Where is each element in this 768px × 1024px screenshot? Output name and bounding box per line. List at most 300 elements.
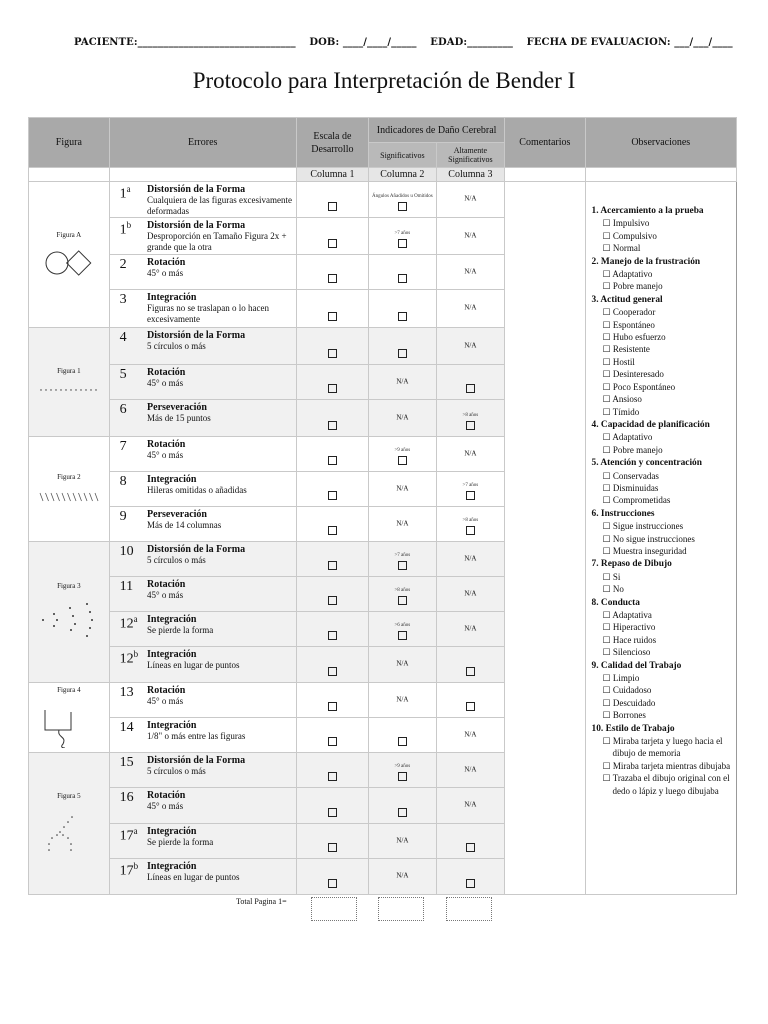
- error-description: [145, 255, 296, 290]
- paciente-field[interactable]: PACIENTE:_______________________________: [74, 37, 296, 48]
- columna-1-cell[interactable]: [296, 365, 368, 400]
- error-description: [145, 290, 296, 328]
- error-detail: Hileras omitidas o añadidas: [147, 485, 247, 495]
- observacion-option[interactable]: ☐ Borrones: [602, 710, 646, 721]
- observacion-option[interactable]: ☐ No sigue instrucciones: [602, 533, 695, 544]
- columna-2-cell[interactable]: [369, 290, 437, 328]
- observacion-option[interactable]: ☐ Desinteresado: [602, 369, 664, 380]
- error-number: 2: [109, 255, 145, 290]
- header-significativos: Significativos: [369, 143, 437, 168]
- figura-5-drawing: [37, 810, 101, 854]
- error-number: 17$^b$: [109, 859, 145, 895]
- columna-2-checkbox[interactable]: [398, 274, 407, 283]
- figura-label: Figura 2: [57, 473, 81, 481]
- columna-3-na: N/A: [464, 729, 477, 738]
- error-title: Integración: [147, 614, 197, 625]
- columna-2-cell[interactable]: [369, 577, 437, 612]
- columna-1-checkbox[interactable]: [328, 349, 337, 358]
- error-detail: Cualquiera de las figuras excesivamente deformadas: [147, 195, 292, 216]
- columna-2-cell[interactable]: [369, 788, 437, 824]
- observacion-section: [592, 722, 736, 797]
- age-note: >7 años: [394, 231, 411, 236]
- bender-protocol-table: [28, 117, 737, 895]
- error-title: Rotación: [147, 257, 186, 268]
- error-number: 1$^b$: [109, 218, 145, 255]
- header-altamente: Altamente Significativos: [436, 143, 505, 168]
- observacion-option[interactable]: ☐ Cuidadoso: [602, 685, 652, 696]
- age-note: >9 años: [394, 448, 411, 453]
- header-comentarios: Comentarios: [505, 118, 585, 168]
- columna-1-cell[interactable]: [296, 612, 368, 647]
- columna-1-checkbox[interactable]: [328, 312, 337, 321]
- error-description: [145, 472, 296, 507]
- figura-cell: [29, 542, 110, 683]
- error-number: 7: [109, 437, 145, 472]
- dob-field[interactable]: DOB: ____/____/_____: [309, 37, 417, 48]
- columna-3-cell: [436, 753, 505, 788]
- error-detail: Se pierde la forma: [147, 625, 214, 635]
- error-description: [145, 542, 296, 577]
- columna-1-checkbox[interactable]: [328, 631, 337, 640]
- error-description: [145, 218, 296, 255]
- columna-1-cell[interactable]: [296, 647, 368, 683]
- age-note: >7 años: [394, 553, 411, 558]
- observacion-option[interactable]: ☐ Adaptativo: [602, 432, 653, 443]
- columna-3-checkbox[interactable]: [466, 879, 475, 888]
- columna-3-checkbox[interactable]: [466, 843, 475, 852]
- error-number: 12$^a$: [109, 612, 145, 647]
- error-title: Rotación: [147, 367, 186, 378]
- page-title: Protocolo para Interpretación de Bender I: [192, 68, 576, 93]
- observacion-option[interactable]: ☐ Trazaba el dibujo original con el dedo o lápiz y luego dibujaba: [602, 773, 730, 796]
- error-detail: 45° o más: [147, 696, 184, 706]
- columna-3-na: N/A: [464, 266, 477, 275]
- error-detail: 45° o más: [147, 450, 184, 460]
- columna-2-cell[interactable]: [369, 255, 437, 290]
- observacion-section: [592, 557, 736, 595]
- error-description: [145, 647, 296, 683]
- columna-2-cell[interactable]: [369, 542, 437, 577]
- columna-3-cell: [436, 218, 505, 255]
- columna-2-na: N/A: [396, 376, 409, 385]
- columna-2-checkbox[interactable]: [398, 312, 407, 321]
- error-number: 6: [109, 400, 145, 437]
- observacion-option[interactable]: ☐ Hubo esfuerzo: [602, 332, 666, 343]
- columna-2-na: N/A: [396, 835, 409, 844]
- columna-2-checkbox[interactable]: [398, 596, 407, 605]
- columna-1-label: Columna 1: [296, 168, 368, 182]
- columna-3-cell: [436, 255, 505, 290]
- observacion-option[interactable]: ☐ Adaptativa: [602, 610, 652, 620]
- columna-1-cell[interactable]: [296, 400, 368, 437]
- error-description: [145, 612, 296, 647]
- error-description: [145, 400, 296, 437]
- error-detail: 5 círculos o más: [147, 766, 206, 776]
- columna-2-cell: [369, 859, 437, 895]
- columna-3-checkbox[interactable]: [466, 384, 475, 393]
- columna-1-checkbox[interactable]: [328, 456, 337, 465]
- columna-1-cell[interactable]: [296, 753, 368, 788]
- observacion-section: [592, 255, 736, 293]
- columna-1-checkbox[interactable]: [328, 667, 337, 676]
- error-title: Perseveración: [147, 509, 207, 520]
- columna-3-na: N/A: [464, 764, 477, 773]
- observacion-option[interactable]: ☐ Espontáneo: [602, 319, 655, 330]
- columna-3-na: N/A: [464, 800, 477, 809]
- columna-3-cell: [436, 328, 505, 365]
- columna-1-checkbox[interactable]: [328, 561, 337, 570]
- observacion-option[interactable]: ☐ Resistente: [602, 344, 650, 355]
- columna-1-cell[interactable]: [296, 718, 368, 753]
- columna-1-cell[interactable]: [296, 472, 368, 507]
- columna-1-cell[interactable]: [296, 182, 368, 218]
- columna-1-cell[interactable]: [296, 328, 368, 365]
- columna-2-cell[interactable]: [369, 328, 437, 365]
- error-description: [145, 577, 296, 612]
- total-box-col2[interactable]: [378, 897, 424, 921]
- header-observaciones: Observaciones: [585, 118, 736, 168]
- observacion-option[interactable]: ☐ Conservadas: [602, 470, 659, 481]
- columna-1-checkbox[interactable]: [328, 491, 337, 500]
- observacion-option[interactable]: ☐ Silencioso: [602, 647, 651, 658]
- observacion-option[interactable]: ☐ Miraba tarjeta mientras dibujaba: [602, 760, 731, 771]
- columna-3-na: N/A: [464, 340, 477, 349]
- observacion-title: 2. Manejo de la frustración: [591, 256, 701, 267]
- figura-cell: [29, 328, 110, 437]
- columna-1-checkbox[interactable]: [328, 808, 337, 817]
- error-detail: 45° o más: [147, 590, 184, 600]
- observacion-option[interactable]: ☐ Comprometidas: [602, 495, 671, 506]
- error-description: [145, 788, 296, 824]
- columna-3-cell[interactable]: [436, 472, 505, 507]
- observacion-title: 9. Calidad del Trabajo: [591, 660, 682, 671]
- columna-2-cell: [369, 472, 437, 507]
- columna-2-checkbox[interactable]: [398, 808, 407, 817]
- observacion-option[interactable]: ☐ Impulsivo: [602, 218, 650, 229]
- age-note: >8 años: [462, 518, 479, 523]
- columna-2-na: N/A: [396, 412, 409, 421]
- columna-2-na: N/A: [396, 871, 409, 880]
- columna-3-label: Columna 3: [436, 168, 505, 182]
- error-title: Rotación: [147, 790, 186, 801]
- observacion-title: 5. Atención y concentración: [591, 458, 702, 469]
- error-description: [145, 753, 296, 788]
- age-note: >8 años: [462, 413, 479, 418]
- columna-2-checkbox[interactable]: [398, 631, 407, 640]
- observacion-option[interactable]: ☐ Muestra inseguridad: [602, 545, 687, 556]
- columna-1-cell[interactable]: [296, 542, 368, 577]
- columna-3-na: N/A: [464, 303, 477, 312]
- error-number: 8: [109, 472, 145, 507]
- columna-3-checkbox[interactable]: [466, 667, 475, 676]
- observacion-option[interactable]: ☐ Hostil: [602, 356, 635, 367]
- columna-2-cell[interactable]: [369, 718, 437, 753]
- error-number: 5: [109, 365, 145, 400]
- columna-2-na: N/A: [396, 694, 409, 703]
- error-number: 13: [109, 683, 145, 718]
- observacion-section: [592, 659, 736, 722]
- observacion-option[interactable]: ☐ Disminuidas: [602, 482, 659, 493]
- columna-2-checkbox[interactable]: [398, 772, 407, 781]
- columna-1-checkbox[interactable]: [328, 526, 337, 535]
- columna-2-checkbox[interactable]: [398, 737, 407, 746]
- error-number: 17$^a$: [109, 824, 145, 859]
- columna-1-checkbox[interactable]: [328, 879, 337, 888]
- columna-2-checkbox[interactable]: [398, 456, 407, 465]
- error-detail: 45° o más: [147, 801, 184, 811]
- observacion-option[interactable]: ☐ Pobre manejo: [602, 281, 663, 292]
- error-title: Perseveración: [147, 402, 207, 413]
- columna-1-checkbox[interactable]: [328, 202, 337, 211]
- observacion-section: [592, 418, 736, 456]
- observacion-title: 3. Actitud general: [591, 294, 663, 305]
- columna-3-cell[interactable]: [436, 400, 505, 437]
- observacion-title: 1. Acercamiento a la prueba: [591, 206, 704, 216]
- columna-3-checkbox[interactable]: [466, 526, 475, 535]
- header-errores: Errores: [109, 118, 296, 168]
- columna-2-label: Columna 2: [369, 168, 437, 182]
- observacion-option[interactable]: ☐ Cooperador: [602, 307, 656, 318]
- columna-3-cell[interactable]: [436, 859, 505, 895]
- columna-3-cell: [436, 437, 505, 472]
- columna-2-cell[interactable]: [369, 437, 437, 472]
- observacion-option[interactable]: ☐ Poco Espontáneo: [602, 381, 676, 392]
- header-indicadores: Indicadores de Daño Cerebral: [369, 118, 505, 143]
- columna-3-checkbox[interactable]: [466, 421, 475, 430]
- error-title: Rotación: [147, 685, 186, 696]
- columna-1-cell[interactable]: [296, 788, 368, 824]
- columna-1-cell[interactable]: [296, 437, 368, 472]
- observacion-option[interactable]: ☐ Normal: [602, 243, 641, 254]
- columna-2-cell[interactable]: [369, 218, 437, 255]
- columna-1-checkbox[interactable]: [328, 737, 337, 746]
- error-description: [145, 824, 296, 859]
- columna-3-na: N/A: [464, 553, 477, 562]
- columna-1-cell[interactable]: [296, 255, 368, 290]
- columna-3-cell[interactable]: [436, 824, 505, 859]
- columna-1-cell[interactable]: [296, 218, 368, 255]
- error-description: [145, 718, 296, 753]
- columna-1-checkbox[interactable]: [328, 421, 337, 430]
- error-detail: 45° o más: [147, 378, 184, 388]
- error-title: Distorsión de la Forma: [147, 544, 246, 555]
- observacion-option[interactable]: ☐ Si: [602, 571, 621, 582]
- columna-2-checkbox[interactable]: [398, 349, 407, 358]
- patient-header: [74, 37, 743, 48]
- columna-2-cell[interactable]: [369, 753, 437, 788]
- error-title: Distorsión de la Forma: [147, 220, 246, 231]
- error-description: [145, 859, 296, 895]
- columna-3-na: N/A: [464, 194, 477, 203]
- columna-1-cell[interactable]: [296, 577, 368, 612]
- edad-field[interactable]: EDAD:_________: [430, 37, 514, 48]
- columna-2-cell: [369, 400, 437, 437]
- columna-1-cell[interactable]: [296, 683, 368, 718]
- columna-2-cell[interactable]: [369, 612, 437, 647]
- columna-1-checkbox[interactable]: [328, 274, 337, 283]
- error-title: Distorsión de la Forma: [147, 755, 246, 766]
- error-title: Integración: [147, 720, 197, 731]
- columna-3-cell[interactable]: [436, 647, 505, 683]
- observacion-option[interactable]: ☐ Hace ruidos: [602, 634, 657, 645]
- observacion-option[interactable]: ☐ Limpio: [602, 673, 640, 684]
- header-figura: Figura: [29, 118, 110, 168]
- error-detail: Desproporción en Tamaño Figura 2x + grande que la otra: [147, 231, 287, 252]
- observacion-option[interactable]: ☐ Hiperactivo: [602, 622, 656, 633]
- columna-1-checkbox[interactable]: [328, 596, 337, 605]
- columna-3-cell: [436, 182, 505, 218]
- observacion-option[interactable]: ☐ Miraba tarjeta y luego hacia el dibujo de memoria: [602, 736, 723, 759]
- error-title: Distorsión de la Forma: [147, 330, 246, 341]
- observacion-section: [592, 456, 736, 507]
- error-description: [145, 182, 296, 218]
- columna-3-cell[interactable]: [436, 507, 505, 542]
- total-label: Total Pagina 1=: [236, 897, 287, 906]
- columna-3-na: N/A: [464, 623, 477, 632]
- error-description: [145, 365, 296, 400]
- figura-3-drawing: [37, 600, 101, 640]
- observacion-option[interactable]: ☐ Ansioso: [602, 394, 642, 405]
- columna-3-cell: [436, 612, 505, 647]
- comentarios-cell[interactable]: [505, 182, 585, 895]
- error-number: 4: [109, 328, 145, 365]
- error-title: Integración: [147, 474, 197, 485]
- age-note: >9 años: [394, 764, 411, 769]
- age-note: >8 años: [394, 588, 411, 593]
- figura-label: Figura 1: [57, 367, 81, 375]
- figura-2-drawing: [37, 491, 101, 503]
- error-title: Integración: [147, 649, 197, 660]
- columna-1-checkbox[interactable]: [328, 384, 337, 393]
- error-detail: 1/8" o más entre las figuras: [147, 731, 246, 741]
- columna-1-checkbox[interactable]: [328, 772, 337, 781]
- columna-1-checkbox[interactable]: [328, 239, 337, 248]
- figura-cell: [29, 182, 110, 328]
- observacion-title: 6. Instrucciones: [591, 508, 655, 519]
- figura-cell: [29, 753, 110, 895]
- columna-2-na: N/A: [396, 483, 409, 492]
- columna-3-checkbox[interactable]: [466, 702, 475, 711]
- error-title: Rotación: [147, 439, 186, 450]
- error-number: 10: [109, 542, 145, 577]
- observacion-option[interactable]: ☐ Pobre manejo: [602, 444, 663, 455]
- observacion-option[interactable]: ☐ No: [602, 584, 624, 595]
- error-detail: Se pierde la forma: [147, 837, 214, 847]
- error-description: [145, 437, 296, 472]
- observacion-section: [592, 507, 736, 558]
- columna-2-checkbox[interactable]: [398, 561, 407, 570]
- observaciones-panel: [585, 182, 736, 895]
- error-detail: Figuras no se traslapan o lo hacen excesivamente: [147, 303, 269, 324]
- columna-1-cell[interactable]: [296, 859, 368, 895]
- error-description: [145, 328, 296, 365]
- columna-3-cell: [436, 718, 505, 753]
- columna-2-cell: [369, 647, 437, 683]
- error-title: Distorsión de la Forma: [147, 184, 246, 195]
- columna-3-na: N/A: [464, 230, 477, 239]
- columna-2-cell: [369, 824, 437, 859]
- columna-1-checkbox[interactable]: [328, 702, 337, 711]
- columna-1-cell[interactable]: [296, 824, 368, 859]
- error-number: 16: [109, 788, 145, 824]
- columna-2-cell[interactable]: [369, 182, 437, 218]
- error-detail: Más de 15 puntos: [147, 413, 211, 423]
- observacion-title: 10. Estilo de Trabajo: [591, 723, 675, 734]
- header-escala: Escala de Desarrollo: [296, 118, 368, 168]
- error-detail: 45° o más: [147, 268, 184, 278]
- columna-3-cell[interactable]: [436, 365, 505, 400]
- error-number: 15: [109, 753, 145, 788]
- observacion-option[interactable]: ☐ Adaptativo: [602, 269, 653, 280]
- error-title: Integración: [147, 861, 197, 872]
- error-description: [145, 683, 296, 718]
- observacion-title: 8. Conducta: [591, 597, 640, 608]
- age-note: >6 años: [394, 623, 411, 628]
- age-note: Ángulos Añadidos u Omitidos: [372, 194, 433, 199]
- columna-3-cell: [436, 577, 505, 612]
- figura-cell: [29, 437, 110, 542]
- observacion-title: 7. Repaso de Dibujo: [591, 559, 672, 570]
- columna-3-cell: [436, 788, 505, 824]
- error-number: 14: [109, 718, 145, 753]
- columna-3-cell[interactable]: [436, 683, 505, 718]
- observacion-option[interactable]: ☐ Tímido: [602, 406, 640, 417]
- fecha-field[interactable]: FECHA DE EVALUACION: ___/___/____: [526, 37, 733, 48]
- age-note: >7 años: [462, 483, 479, 488]
- error-title: Integración: [147, 826, 197, 837]
- error-detail: Líneas en lugar de puntos: [147, 660, 240, 670]
- columna-3-cell: [436, 542, 505, 577]
- total-box-col3[interactable]: [446, 897, 492, 921]
- error-title: Rotación: [147, 579, 186, 590]
- error-detail: Líneas en lugar de puntos: [147, 872, 240, 882]
- columna-2-checkbox[interactable]: [398, 239, 407, 248]
- table-row: [29, 182, 737, 218]
- columna-3-cell: [436, 290, 505, 328]
- error-description: [145, 507, 296, 542]
- figura-label: Figura 5: [57, 791, 81, 800]
- figura-label: Figura 4: [57, 685, 81, 694]
- columna-1-cell[interactable]: [296, 290, 368, 328]
- error-detail: Más de 14 columnas: [147, 520, 222, 530]
- error-title: Integración: [147, 292, 197, 303]
- observacion-option[interactable]: ☐ Descuidado: [602, 697, 656, 708]
- figura-label: Figura A: [56, 230, 82, 239]
- columna-3-checkbox[interactable]: [466, 491, 475, 500]
- columna-2-checkbox[interactable]: [398, 202, 407, 211]
- error-detail: 5 círculos o más: [147, 341, 206, 351]
- columna-3-na: N/A: [464, 448, 477, 457]
- figura-4-drawing: [37, 704, 101, 748]
- error-number: 3: [109, 290, 145, 328]
- observacion-title: 4. Capacidad de planificación: [591, 419, 710, 430]
- columna-1-cell[interactable]: [296, 507, 368, 542]
- total-box-col1[interactable]: [311, 897, 357, 921]
- figura-1-drawing: [37, 385, 101, 395]
- error-number: 11: [109, 577, 145, 612]
- error-number: 12$^b$: [109, 647, 145, 683]
- error-detail: 5 círculos o más: [147, 555, 206, 565]
- observacion-option[interactable]: ☐ Sigue instrucciones: [602, 521, 684, 532]
- figura-label: Figura 3: [57, 582, 81, 590]
- columna-1-checkbox[interactable]: [328, 843, 337, 852]
- figura-a-drawing: [43, 249, 95, 277]
- columna-2-na: N/A: [396, 659, 409, 668]
- columna-2-cell: [369, 683, 437, 718]
- columna-3-na: N/A: [464, 588, 477, 597]
- observacion-option[interactable]: ☐ Compulsivo: [602, 230, 657, 241]
- columna-2-na: N/A: [396, 518, 409, 527]
